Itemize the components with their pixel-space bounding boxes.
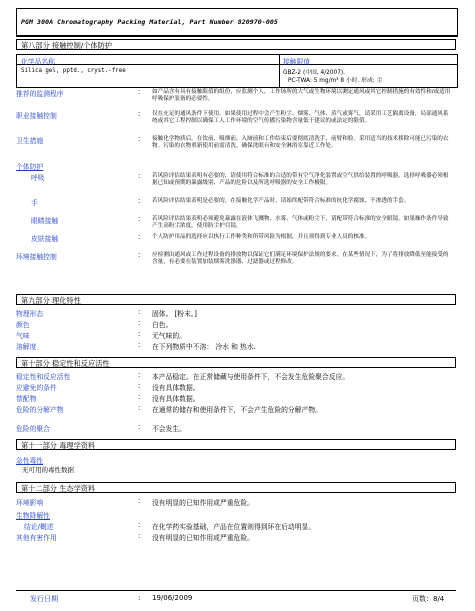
document-header xyxy=(16,8,458,37)
exposure-limit-cell-1: GBZ-2 (中国, 4/2007). xyxy=(283,70,345,76)
section-8-header xyxy=(16,39,456,50)
row-label-stability: 稳定性和反应活性 xyxy=(16,373,71,381)
row-value-decomposition: 在通常的储存和使用条件下，不会产生危险的分解产物。 xyxy=(152,406,322,414)
col-exposure-limit: 接触限值 xyxy=(283,58,311,66)
row-label-eyes: 眼睛接触 xyxy=(31,217,59,225)
row-value-conclusion: 在化学药实验基础，产品在位置则得到环在后动明显。 xyxy=(152,523,316,531)
row-value-other-effects: 没有明显的已知作用或严重危险。 xyxy=(152,534,254,542)
exposure-limit-cell-2: PC-TWA: 5 mg/m³ 8 小时. 形成: 尘 xyxy=(288,78,383,84)
sds-page: PGM 300A Chromatography Packing Material, Part Number 820970-005 第八部分 接触控制/个体防护 化学品名称 接触限值 Silica gel, pptd., cryst.-free GBZ-2 (中国, 4/2007). PC-TWA: 5 mg/m³ 8 小时. 形成: 尘 推荐的监测程序 : 如产品含有具有接触限值的组份，应监测个人，工作场所的大气或生物环境以测定通风或其它控制措施的有效性和/或适用呼吸保护装备的必要性。 职业接触控制 : 仅在充足的通风条件下使用。如果使用过程中会产生粉尘、烟雾、气体、蒸气或雾气，请采用工艺隔离设备，局部通风系统或其它工程控制以确保工人工作环境的空气传播污染物含量低于建议的或法定的限值。 卫生措施 : 接触化学物质后，在饮前、吸烟前、入厕前和工作结束后要彻底清洗手、前臂和脸。采用适当的技术移除可能已污染的衣物。污染的衣物重新使用前需清洗。确保洗眼台和安全淋浴室靠近工作处。 个体防护 呼吸 : 若风险评估结果表明有必要的，请使用符合标准的合适的带有空气净化装置或空气供给装置的呼吸器。选择呼吸器必须根据已知或预期的暴露级别、产品的危险以及所选呼吸器的安全工作极限。 手 : 若风险评估结果表明是必要的，在接触化学产品时，请始终配带符合标准的抗化学腐蚀、不渗透的手套。 眼睛接触 : 若风险评估结果表明必须避免暴露在液体飞溅物、水雾、气体或粉尘下，请配带符合标准的安全眼镜。如果操作条件导致产生高粉尘浓度，使用防尘护目镜。 皮肤接触 : 个人防护用品的选择应以执行工作种类和所带风险为根据，并且须得到专业人员的核准。 环境接触控制 : 应检测由通风或工作过程设备的排放物以保证它们满足环境保护法规的要求。在某些情况下，为了将排放降低至能接受的含量，有必要在装置加装烟雾洗涤器、过滤器或过程修改。 第九部分 理化特性 物理形态 : 固体。 [粉末。] 颜色 : 白色。 气味 : 无气味的。 溶解度 : 在下列物质中不溶： 冷水 和 热水. 第十部分 稳定性和反应活性 稳定性和反应活性 : 本产品稳定。在正常储藏与使用条件下，不会发生危险聚合反应。 应避免的条件 : 没有具体数据。 禁配物 : 没有具体数据。 危险的分解产物 : 在通常的储存和使用条件下，不会产生危险的分解产物。 危险的聚合 : 不会发生。 第十一部分 毒理学资料 急性毒性 无可用的毒性数据 第十二部分 生态学资料 环境影响 : 没有明显的已知作用或严重危险。 生物降解性 结论/概述 : 在化学药实验基础，产品在位置则得到环在后动明显。 其他有害作用 : 没有明显的已知作用或严重危险。 发行日期 : 19/06/2009 页数：8/4 xyxy=(16,8,458,606)
row-label-other-effects: 其他有害作用 xyxy=(16,534,57,542)
row-value-env-effects: 没有明显的已知作用或严重危险。 xyxy=(152,499,254,507)
row-value-odor: 无气味的。 xyxy=(152,332,186,340)
section-10-header xyxy=(16,357,456,368)
row-text-eyes: 若风险评估结果表明必须避免暴露在液体飞溅物、水雾、气体或粉尘下，请配带符合标准的安全眼镜。如果操作条件导致产生高粉尘浓度，使用防尘护目镜。 xyxy=(152,216,449,229)
row-text-environmental: 应检测由通风或工作过程设备的排放物以保证它们满足环境保护法规的要求。在某些情况下，为了将排放降低至能接受的含量，有必要在装置加装烟雾洗涤器、过滤器或过程修改。 xyxy=(152,252,449,265)
row-label-incompatible: 禁配物 xyxy=(16,395,37,403)
row-label-monitoring: 推荐的监测程序 xyxy=(16,90,64,98)
row-text-hygiene: 接触化学物质后，在饮前、吸烟前、入厕前和工作结束后要彻底清洗手、前臂和脸。采用适当的技术移除可能已污染的衣物。污染的衣物重新使用前需清洗。确保洗眼台和安全淋浴室靠近工作处。 xyxy=(152,136,449,149)
row-label-color: 颜色 xyxy=(16,321,30,329)
section-8-title: 第八部分 接触控制/个体防护 xyxy=(21,41,112,50)
section-11-title: 第十一部分 毒理学资料 xyxy=(21,441,96,450)
row-label-physical-state: 物理形态 xyxy=(16,310,44,318)
row-text-respiratory: 若风险评估结果表明有必要的，请使用符合标准的合适的带有空气净化装置或空气供给装置的呼吸器。选择呼吸器必须根据已知或预期的暴露级别、产品的危险以及所选呼吸器的安全工作极限。 xyxy=(152,173,449,186)
row-label-respiratory: 呼吸 xyxy=(31,174,45,182)
row-value-color: 白色。 xyxy=(152,321,173,329)
row-label-hands: 手 xyxy=(31,199,38,207)
section-9-title: 第九部分 理化特性 xyxy=(21,296,81,305)
row-label-conclusion: 结论/概述 xyxy=(24,523,54,531)
row-label-conditions-avoid: 应避免的条件 xyxy=(16,384,57,392)
row-text-occupational: 仅在充足的通风条件下使用。如果使用过程中会产生粉尘、烟雾、气体、蒸气或雾气，请采用工艺隔离设备，局部通风系统或其它工程控制以确保工人工作环境的空气传播污染物含量低于建议的或法定的限值。 xyxy=(152,111,449,124)
row-label-odor: 气味 xyxy=(16,332,30,340)
row-text-hands: 若风险评估结果表明是必要的，在接触化学产品时，请始终配带符合标准的抗化学腐蚀、不渗透的手套。 xyxy=(152,198,410,204)
row-value-stability: 本产品稳定。在正常储藏与使用条件下，不会发生危险聚合反应。 xyxy=(152,373,350,381)
chemical-name-cell: Silica gel, pptd., cryst.-free xyxy=(21,68,126,74)
row-label-env-effects: 环境影响 xyxy=(16,499,44,507)
row-text-monitoring: 如产品含有具有接触限值的组份，应监测个人，工作场所的大气或生物环境以测定通风或其它控制措施的有效性和/或适用呼吸保护装备的必要性。 xyxy=(152,89,451,102)
row-label-environmental: 环境接触控制 xyxy=(16,253,57,261)
acute-toxicity-text: 无可用的毒性数据 xyxy=(22,466,74,474)
row-label-hygiene: 卫生措施 xyxy=(16,137,44,145)
row-value-incompatible: 没有具体数据。 xyxy=(152,395,200,403)
row-label-biodegradability: 生物降解性 xyxy=(16,512,50,520)
row-label-polymerization: 危险的聚合 xyxy=(16,425,50,433)
row-label-solubility: 溶解度 xyxy=(16,343,37,351)
document-title: PGM 300A Chromatography Packing Material, Part Number 820970-005 xyxy=(21,18,278,26)
section-11-header xyxy=(16,439,456,450)
row-label-skin: 皮肤接触 xyxy=(31,235,59,243)
section-12-header xyxy=(16,482,456,493)
row-label-acute-toxicity: 急性毒性 xyxy=(16,457,44,465)
section-12-title: 第十二部分 生态学资料 xyxy=(21,484,96,493)
page-number: 页数：8/4 xyxy=(412,595,445,603)
row-text-skin: 个人防护用品的选择应以执行工作种类和所带风险为根据，并且须得到专业人员的核准。 xyxy=(152,234,371,240)
row-value-conditions-avoid: 没有具体数据。 xyxy=(152,384,200,392)
row-value-physical-state: 固体。 [粉末。] xyxy=(152,310,197,318)
issue-date-value: 19/06/2009 xyxy=(152,594,193,602)
row-label-ppe: 个体防护 xyxy=(16,163,44,171)
row-label-occupational: 职业接触控制 xyxy=(16,112,57,120)
footer-divider xyxy=(16,590,456,591)
section-10-title: 第十部分 稳定性和反应活性 xyxy=(21,359,110,368)
exposure-limit-table xyxy=(16,54,458,88)
section-9-header xyxy=(16,294,456,305)
row-value-solubility: 在下列物质中不溶： 冷水 和 热水. xyxy=(152,343,256,351)
col-chemical-name: 化学品名称 xyxy=(21,58,55,66)
issue-date-label: 发行日期 xyxy=(30,595,58,603)
row-label-decomposition: 危险的分解产物 xyxy=(16,406,64,414)
row-value-polymerization: 不会发生。 xyxy=(152,425,186,433)
